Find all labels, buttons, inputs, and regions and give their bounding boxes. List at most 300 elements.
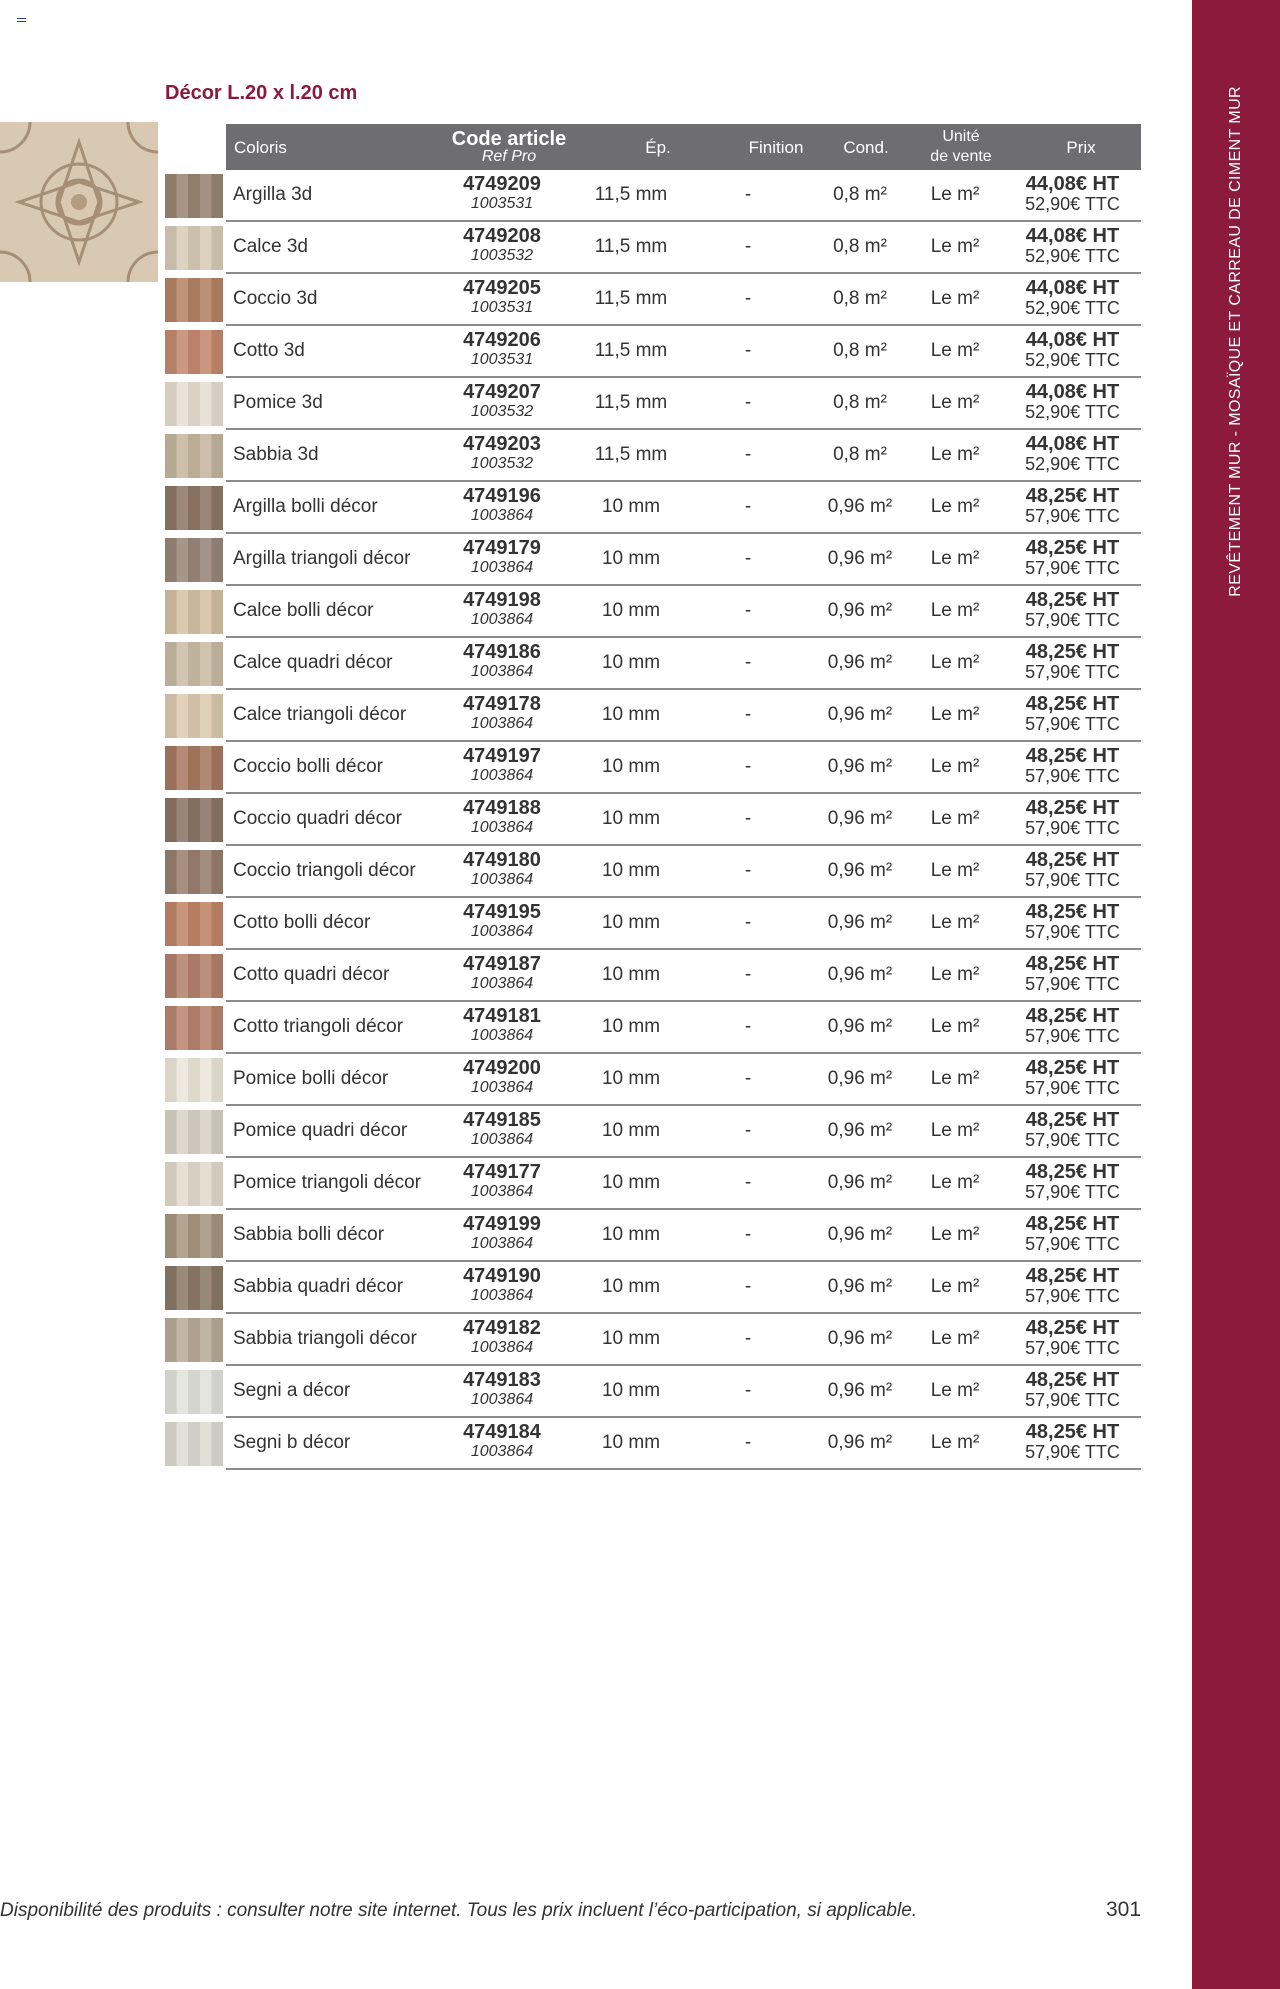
- article-code: 4749185: [463, 1109, 541, 1131]
- article-code: 4749195: [463, 901, 541, 923]
- tile-swatch: [165, 850, 223, 894]
- finish: -: [744, 1276, 752, 1297]
- price: [1000, 954, 1145, 994]
- packaging: 0,96 m²: [827, 1276, 893, 1297]
- product-name: Sabbia 3d: [233, 444, 319, 465]
- sale-unit: Le m²: [930, 496, 980, 517]
- ref-pro: 1003864: [470, 1131, 534, 1148]
- price: [1000, 538, 1145, 578]
- price-ht: 44,08€ HT: [1025, 225, 1120, 247]
- tile-swatch: [165, 746, 223, 790]
- ref-pro: 1003864: [470, 663, 534, 680]
- table-row: [0, 274, 1141, 326]
- ref-pro: 1003864: [470, 611, 534, 628]
- price-ttc: 57,90€ TTC: [1025, 870, 1120, 890]
- sale-unit: Le m²: [930, 1224, 980, 1245]
- ref-pro: 1003864: [470, 871, 534, 888]
- tile-swatch: [165, 278, 223, 322]
- price-ttc: 52,90€ TTC: [1025, 350, 1120, 370]
- ref-pro: 1003864: [470, 715, 534, 732]
- thickness: 10 mm: [601, 1172, 661, 1193]
- price-ht: 44,08€ HT: [1025, 173, 1120, 195]
- sale-unit: Le m²: [930, 1016, 980, 1037]
- price: [1000, 1318, 1145, 1358]
- product-name: Coccio bolli décor: [233, 756, 383, 777]
- thickness: 11,5 mm: [594, 444, 668, 465]
- finish: -: [744, 704, 752, 725]
- finish: -: [744, 340, 752, 361]
- sale-unit: Le m²: [930, 1276, 980, 1297]
- price-ttc: 52,90€ TTC: [1025, 402, 1120, 422]
- finish: -: [744, 600, 752, 621]
- header-ep: Ép.: [645, 137, 671, 157]
- product-name: Argilla bolli décor: [233, 496, 378, 517]
- packaging: 0,96 m²: [827, 496, 893, 517]
- finish: -: [744, 1120, 752, 1141]
- finish: -: [744, 912, 752, 933]
- ref-pro: 1003864: [470, 1027, 534, 1044]
- price-ttc: 57,90€ TTC: [1025, 1026, 1120, 1046]
- table-row: [0, 1210, 1141, 1262]
- price-ht: 48,25€ HT: [1025, 1109, 1120, 1131]
- price: [1000, 486, 1145, 526]
- article-code: 4749198: [463, 589, 541, 611]
- price-ttc: 57,90€ TTC: [1025, 662, 1120, 682]
- table-row: [0, 586, 1141, 638]
- article-code: 4749209: [463, 173, 541, 195]
- ref-pro: 1003531: [470, 299, 534, 316]
- packaging: 0,96 m²: [827, 808, 893, 829]
- finish: -: [744, 288, 752, 309]
- finish: -: [744, 860, 752, 881]
- thickness: 10 mm: [601, 756, 661, 777]
- product-name: Segni a décor: [233, 1380, 351, 1401]
- table-row: [0, 1262, 1141, 1314]
- finish: -: [744, 652, 752, 673]
- price: [1000, 226, 1145, 266]
- price: [1000, 694, 1145, 734]
- price-ht: 48,25€ HT: [1025, 1369, 1120, 1391]
- product-name: Coccio triangoli décor: [233, 860, 416, 881]
- price-ttc: 57,90€ TTC: [1025, 610, 1120, 630]
- price: [1000, 642, 1145, 682]
- thickness: 11,5 mm: [594, 392, 668, 413]
- price: [1000, 798, 1145, 838]
- thickness: 10 mm: [601, 496, 661, 517]
- article-code: 4749203: [463, 433, 541, 455]
- packaging: 0,96 m²: [827, 1224, 893, 1245]
- sale-unit: Le m²: [930, 1120, 980, 1141]
- ref-pro: 1003864: [470, 1079, 534, 1096]
- thickness: 10 mm: [601, 1276, 661, 1297]
- thickness: 10 mm: [601, 964, 661, 985]
- product-name: Cotto triangoli décor: [233, 1016, 404, 1037]
- ref-pro: 1003864: [470, 1391, 534, 1408]
- packaging: 0,96 m²: [827, 756, 893, 777]
- finish: -: [744, 236, 752, 257]
- product-name: Pomice triangoli décor: [233, 1172, 421, 1193]
- price-ht: 48,25€ HT: [1025, 537, 1120, 559]
- thickness: 10 mm: [601, 652, 661, 673]
- price-ttc: 57,90€ TTC: [1025, 506, 1120, 526]
- sale-unit: Le m²: [930, 756, 980, 777]
- product-name: Segni b décor: [233, 1432, 351, 1453]
- thickness: 10 mm: [601, 912, 661, 933]
- packaging: 0,8 m²: [833, 184, 887, 205]
- tile-swatch: [165, 1370, 223, 1414]
- finish: -: [744, 1172, 752, 1193]
- price-ttc: 57,90€ TTC: [1025, 1286, 1120, 1306]
- table-row: [0, 1002, 1141, 1054]
- header-coloris: Coloris: [234, 137, 287, 157]
- header-code-sub: Ref Pro: [481, 148, 537, 165]
- product-name: Coccio quadri décor: [233, 808, 402, 829]
- tile-swatch: [165, 486, 223, 530]
- price-ttc: 57,90€ TTC: [1025, 1442, 1120, 1462]
- table-row: [0, 690, 1141, 742]
- product-name: Pomice bolli décor: [233, 1068, 389, 1089]
- price-ht: 48,25€ HT: [1025, 1317, 1120, 1339]
- finish: -: [744, 392, 752, 413]
- header-unite-line1: Unité: [942, 128, 980, 145]
- product-name: Argilla 3d: [233, 184, 313, 205]
- article-code: 4749200: [463, 1057, 541, 1079]
- tile-swatch: [165, 1422, 223, 1466]
- article-code: 4749180: [463, 849, 541, 871]
- sale-unit: Le m²: [930, 1328, 980, 1349]
- article-code: 4749206: [463, 329, 541, 351]
- thickness: 10 mm: [601, 1328, 661, 1349]
- ref-pro: 1003864: [470, 1443, 534, 1460]
- thickness: 11,5 mm: [594, 236, 668, 257]
- price-ht: 44,08€ HT: [1025, 329, 1120, 351]
- table-row: [0, 950, 1141, 1002]
- sale-unit: Le m²: [930, 236, 980, 257]
- price-ttc: 57,90€ TTC: [1025, 714, 1120, 734]
- product-name: Pomice 3d: [233, 392, 323, 413]
- price: [1000, 434, 1145, 474]
- tile-swatch: [165, 1162, 223, 1206]
- sale-unit: Le m²: [930, 704, 980, 725]
- table-row: [0, 170, 1141, 222]
- article-code: 4749188: [463, 797, 541, 819]
- table-row: [0, 638, 1141, 690]
- price: [1000, 746, 1145, 786]
- sale-unit: Le m²: [930, 652, 980, 673]
- sale-unit: Le m²: [930, 288, 980, 309]
- packaging: 0,8 m²: [833, 392, 887, 413]
- article-code: 4749196: [463, 485, 541, 507]
- product-name: Calce triangoli décor: [233, 704, 407, 725]
- article-code: 4749199: [463, 1213, 541, 1235]
- thickness: 10 mm: [601, 860, 661, 881]
- article-code: 4749178: [463, 693, 541, 715]
- price-ht: 48,25€ HT: [1025, 953, 1120, 975]
- price: [1000, 902, 1145, 942]
- price-ht: 48,25€ HT: [1025, 1161, 1120, 1183]
- table-row: [0, 1314, 1141, 1366]
- price-ht: 48,25€ HT: [1025, 849, 1120, 871]
- tile-swatch: [165, 1006, 223, 1050]
- price-ht: 48,25€ HT: [1025, 1213, 1120, 1235]
- thickness: 10 mm: [601, 548, 661, 569]
- product-name: Calce 3d: [233, 236, 308, 257]
- tile-swatch: [165, 226, 223, 270]
- packaging: 0,96 m²: [827, 600, 893, 621]
- ref-pro: 1003532: [470, 455, 534, 472]
- price-ttc: 57,90€ TTC: [1025, 558, 1120, 578]
- table-row: [0, 1054, 1141, 1106]
- packaging: 0,96 m²: [827, 1328, 893, 1349]
- table-header: [226, 124, 1141, 170]
- header-cond: Cond.: [843, 137, 889, 157]
- table-row: [0, 742, 1141, 794]
- packaging: 0,96 m²: [827, 1172, 893, 1193]
- packaging: 0,96 m²: [827, 548, 893, 569]
- price-ttc: 57,90€ TTC: [1025, 1182, 1120, 1202]
- tile-swatch: [165, 694, 223, 738]
- thickness: 10 mm: [601, 1068, 661, 1089]
- header-unite-line2: de vente: [930, 148, 992, 165]
- packaging: 0,96 m²: [827, 964, 893, 985]
- tile-swatch: [165, 1214, 223, 1258]
- finish: -: [744, 184, 752, 205]
- price-ht: 44,08€ HT: [1025, 433, 1120, 455]
- thickness: 11,5 mm: [594, 184, 668, 205]
- price-ttc: 57,90€ TTC: [1025, 1390, 1120, 1410]
- tile-swatch: [165, 798, 223, 842]
- ref-pro: 1003532: [470, 403, 534, 420]
- ref-pro: 1003864: [470, 507, 534, 524]
- ref-pro: 1003864: [470, 819, 534, 836]
- price: [1000, 1162, 1145, 1202]
- header-code-main: Code article: [451, 128, 567, 150]
- table-row: [0, 1366, 1141, 1418]
- table-row: [0, 1106, 1141, 1158]
- ref-pro: 1003532: [470, 247, 534, 264]
- finish: -: [744, 1068, 752, 1089]
- tile-swatch: [165, 954, 223, 998]
- article-code: 4749179: [463, 537, 541, 559]
- sidebar-category-text: REVÊTEMENT MUR - MOSAÏQUE ET CARREAU DE CIMENT MUR: [1227, 86, 1244, 597]
- price-ttc: 57,90€ TTC: [1025, 922, 1120, 942]
- article-code: 4749207: [463, 381, 541, 403]
- finish: -: [744, 964, 752, 985]
- ref-pro: 1003864: [470, 767, 534, 784]
- header-prix: Prix: [1066, 137, 1096, 157]
- tile-swatch: [165, 382, 223, 426]
- finish: -: [744, 1432, 752, 1453]
- sale-unit: Le m²: [930, 600, 980, 621]
- price-ttc: 57,90€ TTC: [1025, 1078, 1120, 1098]
- table-row: [0, 378, 1141, 430]
- tile-swatch: [165, 538, 223, 582]
- article-code: 4749181: [463, 1005, 541, 1027]
- price: [1000, 590, 1145, 630]
- sale-unit: Le m²: [930, 1380, 980, 1401]
- sale-unit: Le m²: [930, 912, 980, 933]
- price: [1000, 1266, 1145, 1306]
- packaging: 0,96 m²: [827, 652, 893, 673]
- finish: -: [744, 1016, 752, 1037]
- sale-unit: Le m²: [930, 860, 980, 881]
- price: [1000, 1058, 1145, 1098]
- thickness: 10 mm: [601, 1016, 661, 1037]
- product-name: Argilla triangoli décor: [233, 548, 411, 569]
- article-code: 4749182: [463, 1317, 541, 1339]
- article-code: 4749183: [463, 1369, 541, 1391]
- tile-swatch: [165, 642, 223, 686]
- sale-unit: Le m²: [930, 808, 980, 829]
- price: [1000, 1370, 1145, 1410]
- price-ttc: 52,90€ TTC: [1025, 298, 1120, 318]
- price-ht: 48,25€ HT: [1025, 485, 1120, 507]
- table-row: [0, 898, 1141, 950]
- menu-icon[interactable]: [17, 18, 26, 25]
- price-ht: 48,25€ HT: [1025, 1005, 1120, 1027]
- packaging: 0,96 m²: [827, 1068, 893, 1089]
- footer-note: Disponibilité des produits : consulter notre site internet. Tous les prix incluent l’éco-participation, si applicable.: [0, 1900, 918, 1921]
- price-ttc: 52,90€ TTC: [1025, 246, 1120, 266]
- sale-unit: Le m²: [930, 1432, 980, 1453]
- article-code: 4749205: [463, 277, 541, 299]
- ref-pro: 1003864: [470, 1183, 534, 1200]
- tile-swatch: [165, 590, 223, 634]
- sale-unit: Le m²: [930, 340, 980, 361]
- thickness: 11,5 mm: [594, 340, 668, 361]
- finish: -: [744, 1380, 752, 1401]
- finish: -: [744, 756, 752, 777]
- packaging: 0,96 m²: [827, 912, 893, 933]
- product-name: Calce quadri décor: [233, 652, 393, 673]
- tile-swatch: [165, 902, 223, 946]
- price-ttc: 52,90€ TTC: [1025, 194, 1120, 214]
- article-code: 4749184: [463, 1421, 541, 1443]
- header-code: [426, 124, 592, 170]
- article-code: 4749186: [463, 641, 541, 663]
- packaging: 0,96 m²: [827, 860, 893, 881]
- price-ht: 44,08€ HT: [1025, 277, 1120, 299]
- sale-unit: Le m²: [930, 184, 980, 205]
- price-ttc: 57,90€ TTC: [1025, 766, 1120, 786]
- thickness: 10 mm: [601, 704, 661, 725]
- packaging: 0,8 m²: [833, 236, 887, 257]
- packaging: 0,96 m²: [827, 1120, 893, 1141]
- tile-swatch: [165, 1110, 223, 1154]
- price-ht: 48,25€ HT: [1025, 641, 1120, 663]
- product-name: Calce bolli décor: [233, 600, 374, 621]
- ref-pro: 1003864: [470, 975, 534, 992]
- price: [1000, 1214, 1145, 1254]
- row-divider: [226, 1468, 1141, 1470]
- tile-swatch: [165, 1058, 223, 1102]
- price: [1000, 1110, 1145, 1150]
- article-code: 4749190: [463, 1265, 541, 1287]
- ref-pro: 1003864: [470, 1235, 534, 1252]
- price: [1000, 1006, 1145, 1046]
- finish: -: [744, 1328, 752, 1349]
- product-name: Cotto quadri décor: [233, 964, 390, 985]
- price-ht: 44,08€ HT: [1025, 381, 1120, 403]
- packaging: 0,8 m²: [833, 288, 887, 309]
- article-code: 4749208: [463, 225, 541, 247]
- price-ht: 48,25€ HT: [1025, 745, 1120, 767]
- table-row: [0, 846, 1141, 898]
- ref-pro: 1003864: [470, 1287, 534, 1304]
- ref-pro: 1003864: [470, 1339, 534, 1356]
- sale-unit: Le m²: [930, 392, 980, 413]
- price: [1000, 850, 1145, 890]
- ref-pro: 1003864: [470, 559, 534, 576]
- price: [1000, 1422, 1145, 1462]
- finish: -: [744, 808, 752, 829]
- price-ht: 48,25€ HT: [1025, 901, 1120, 923]
- price-ht: 48,25€ HT: [1025, 1265, 1120, 1287]
- packaging: 0,8 m²: [833, 340, 887, 361]
- price: [1000, 174, 1145, 214]
- section-title: Décor L.20 x l.20 cm: [165, 82, 358, 104]
- product-name: Pomice quadri décor: [233, 1120, 408, 1141]
- finish: -: [744, 496, 752, 517]
- thickness: 10 mm: [601, 1432, 661, 1453]
- price-ttc: 57,90€ TTC: [1025, 1234, 1120, 1254]
- tile-swatch: [165, 1266, 223, 1310]
- thickness: 11,5 mm: [594, 288, 668, 309]
- sale-unit: Le m²: [930, 1172, 980, 1193]
- table-row: [0, 430, 1141, 482]
- price-ttc: 57,90€ TTC: [1025, 974, 1120, 994]
- thickness: 10 mm: [601, 1120, 661, 1141]
- price-ttc: 57,90€ TTC: [1025, 1130, 1120, 1150]
- table-row: [0, 794, 1141, 846]
- product-name: Sabbia bolli décor: [233, 1224, 385, 1245]
- tile-swatch: [165, 1318, 223, 1362]
- price-ht: 48,25€ HT: [1025, 1057, 1120, 1079]
- packaging: 0,96 m²: [827, 1380, 893, 1401]
- sale-unit: Le m²: [930, 1068, 980, 1089]
- sale-unit: Le m²: [930, 964, 980, 985]
- table-row: [0, 482, 1141, 534]
- price-ttc: 52,90€ TTC: [1025, 454, 1120, 474]
- table-row: [0, 534, 1141, 586]
- price: [1000, 330, 1145, 370]
- packaging: 0,8 m²: [833, 444, 887, 465]
- price-ht: 48,25€ HT: [1025, 589, 1120, 611]
- price: [1000, 382, 1145, 422]
- price-ht: 48,25€ HT: [1025, 1421, 1120, 1443]
- thickness: 10 mm: [601, 600, 661, 621]
- thickness: 10 mm: [601, 808, 661, 829]
- table-row: [0, 1158, 1141, 1210]
- price: [1000, 278, 1145, 318]
- ref-pro: 1003864: [470, 923, 534, 940]
- article-code: 4749187: [463, 953, 541, 975]
- product-name: Sabbia triangoli décor: [233, 1328, 417, 1349]
- tile-swatch: [165, 174, 223, 218]
- product-name: Cotto 3d: [233, 340, 305, 361]
- article-code: 4749197: [463, 745, 541, 767]
- table-row: [0, 326, 1141, 378]
- product-name: Coccio 3d: [233, 288, 318, 309]
- finish: -: [744, 1224, 752, 1245]
- tile-swatch: [165, 434, 223, 478]
- product-name: Sabbia quadri décor: [233, 1276, 404, 1297]
- product-name: Cotto bolli décor: [233, 912, 371, 933]
- price-ht: 48,25€ HT: [1025, 797, 1120, 819]
- finish: -: [744, 444, 752, 465]
- sale-unit: Le m²: [930, 548, 980, 569]
- price-ttc: 57,90€ TTC: [1025, 818, 1120, 838]
